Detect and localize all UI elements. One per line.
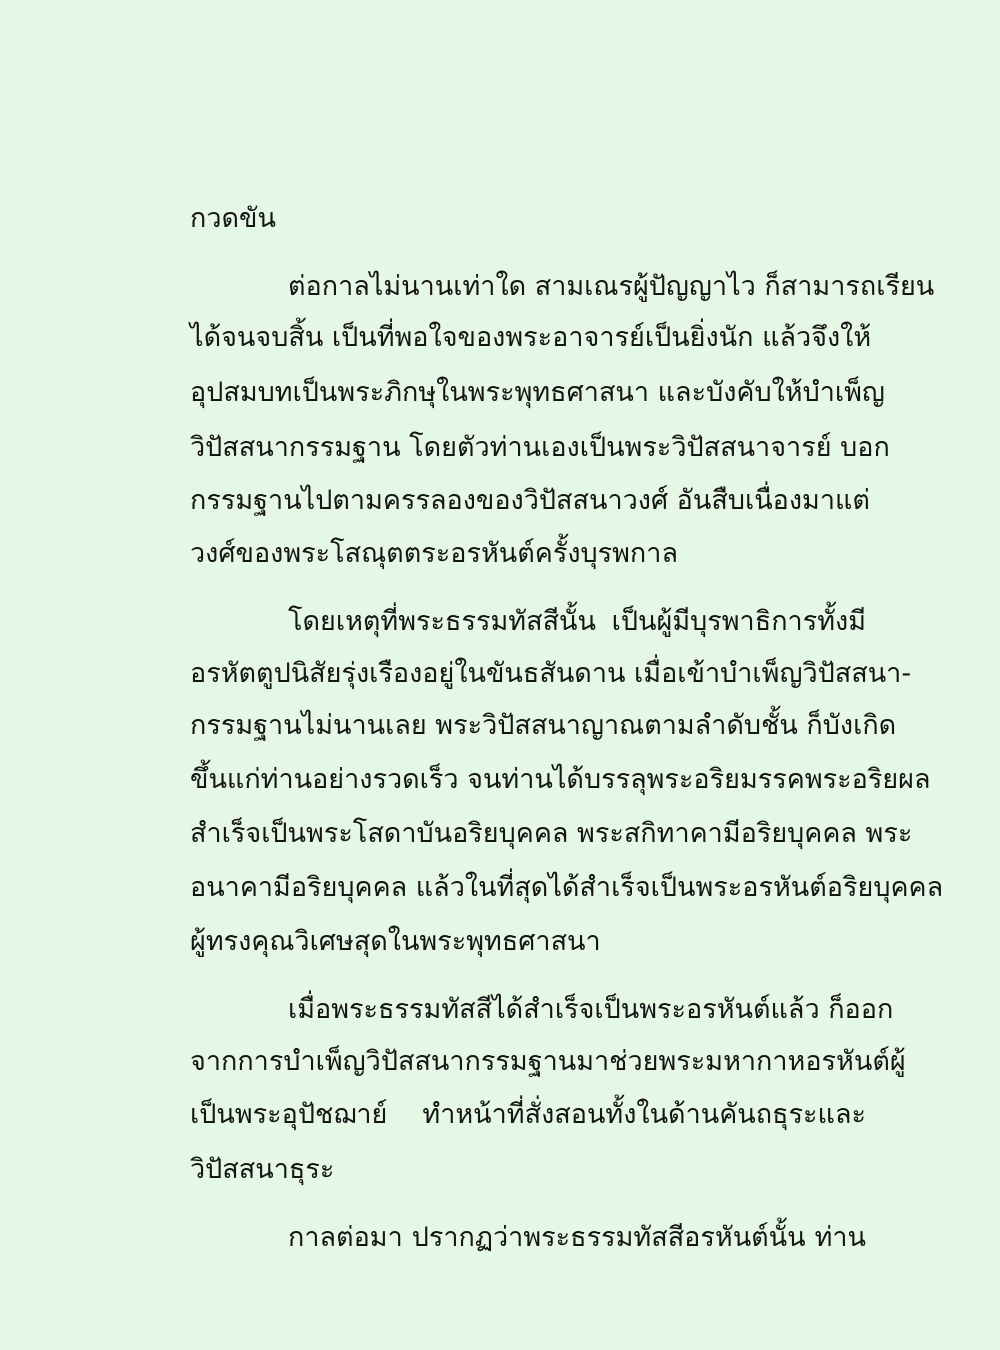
text-line: กรรมฐานไม่นานเลย พระวิปัสสนาญาณตามลำดับชั้น ก็บังเกิด [190, 710, 897, 741]
text-line: อนาคามีอริยบุคคล แล้วในที่สุดได้สำเร็จเป็นพระอรหันต์อริยบุคคล [190, 872, 944, 903]
text-line: วิปัสสนากรรมฐาน โดยตัวท่านเองเป็นพระวิปัสสนาจารย์ บอก [190, 432, 890, 463]
text-line: กรรมฐานไปตามครรลองของวิปัสสนาวงศ์ อันสืบเนื่องมาแต่ [190, 485, 870, 516]
text-line: ผู้ทรงคุณวิเศษสุดในพระพุทธศาสนา [190, 926, 601, 957]
text-line: ต่อกาลไม่นานเท่าใด สามเณรผู้ปัญญาไว ก็สามารถเรียน [288, 271, 935, 302]
text-line: เมื่อพระธรรมทัสสีได้สำเร็จเป็นพระอรหันต์แล้ว ก็ออก [288, 994, 894, 1025]
text-line: กวดขัน [190, 203, 276, 234]
text-line: ได้จนจบสิ้น เป็นที่พอใจของพระอาจารย์เป็นยิ่งนัก แล้วจึงให้ [190, 322, 872, 353]
text-line: อรหัตตูปนิสัยรุ่งเรืองอยู่ในขันธสันดาน เมื่อเข้าบำเพ็ญวิปัสสนา- [190, 658, 912, 689]
text-line: โดยเหตุที่พระธรรมทัสสีนั้น เป็นผู้มีบุรพาธิการทั้งมี [288, 606, 866, 637]
text-line: ขึ้นแก่ท่านอย่างรวดเร็ว จนท่านได้บรรลุพระอริยมรรคพระอริยผล [190, 764, 931, 795]
text-line: สำเร็จเป็นพระโสดาบันอริยบุคคล พระสกิทาคามีอริยบุคคล พระ [190, 818, 913, 849]
text-line: เป็นพระอุปัชฌาย์ ทำหน้าที่สั่งสอนทั้งในด้านคันถธุระและ [190, 1099, 866, 1130]
text-line: วิปัสสนาธุระ [190, 1154, 335, 1185]
text-line: วงศ์ของพระโสณุตตระอรหันต์ครั้งบุรพกาล [190, 538, 678, 569]
text-line: จากการบำเพ็ญวิปัสสนากรรมฐานมาช่วยพระมหากาหอรหันต์ผู้ [190, 1046, 906, 1077]
text-line: กาลต่อมา ปรากฏว่าพระธรรมทัสสีอรหันต์นั้น ท่าน [288, 1222, 866, 1253]
text-line: อุปสมบทเป็นพระภิกษุในพระพุทธศาสนา และบังคับให้บำเพ็ญ [190, 377, 885, 408]
